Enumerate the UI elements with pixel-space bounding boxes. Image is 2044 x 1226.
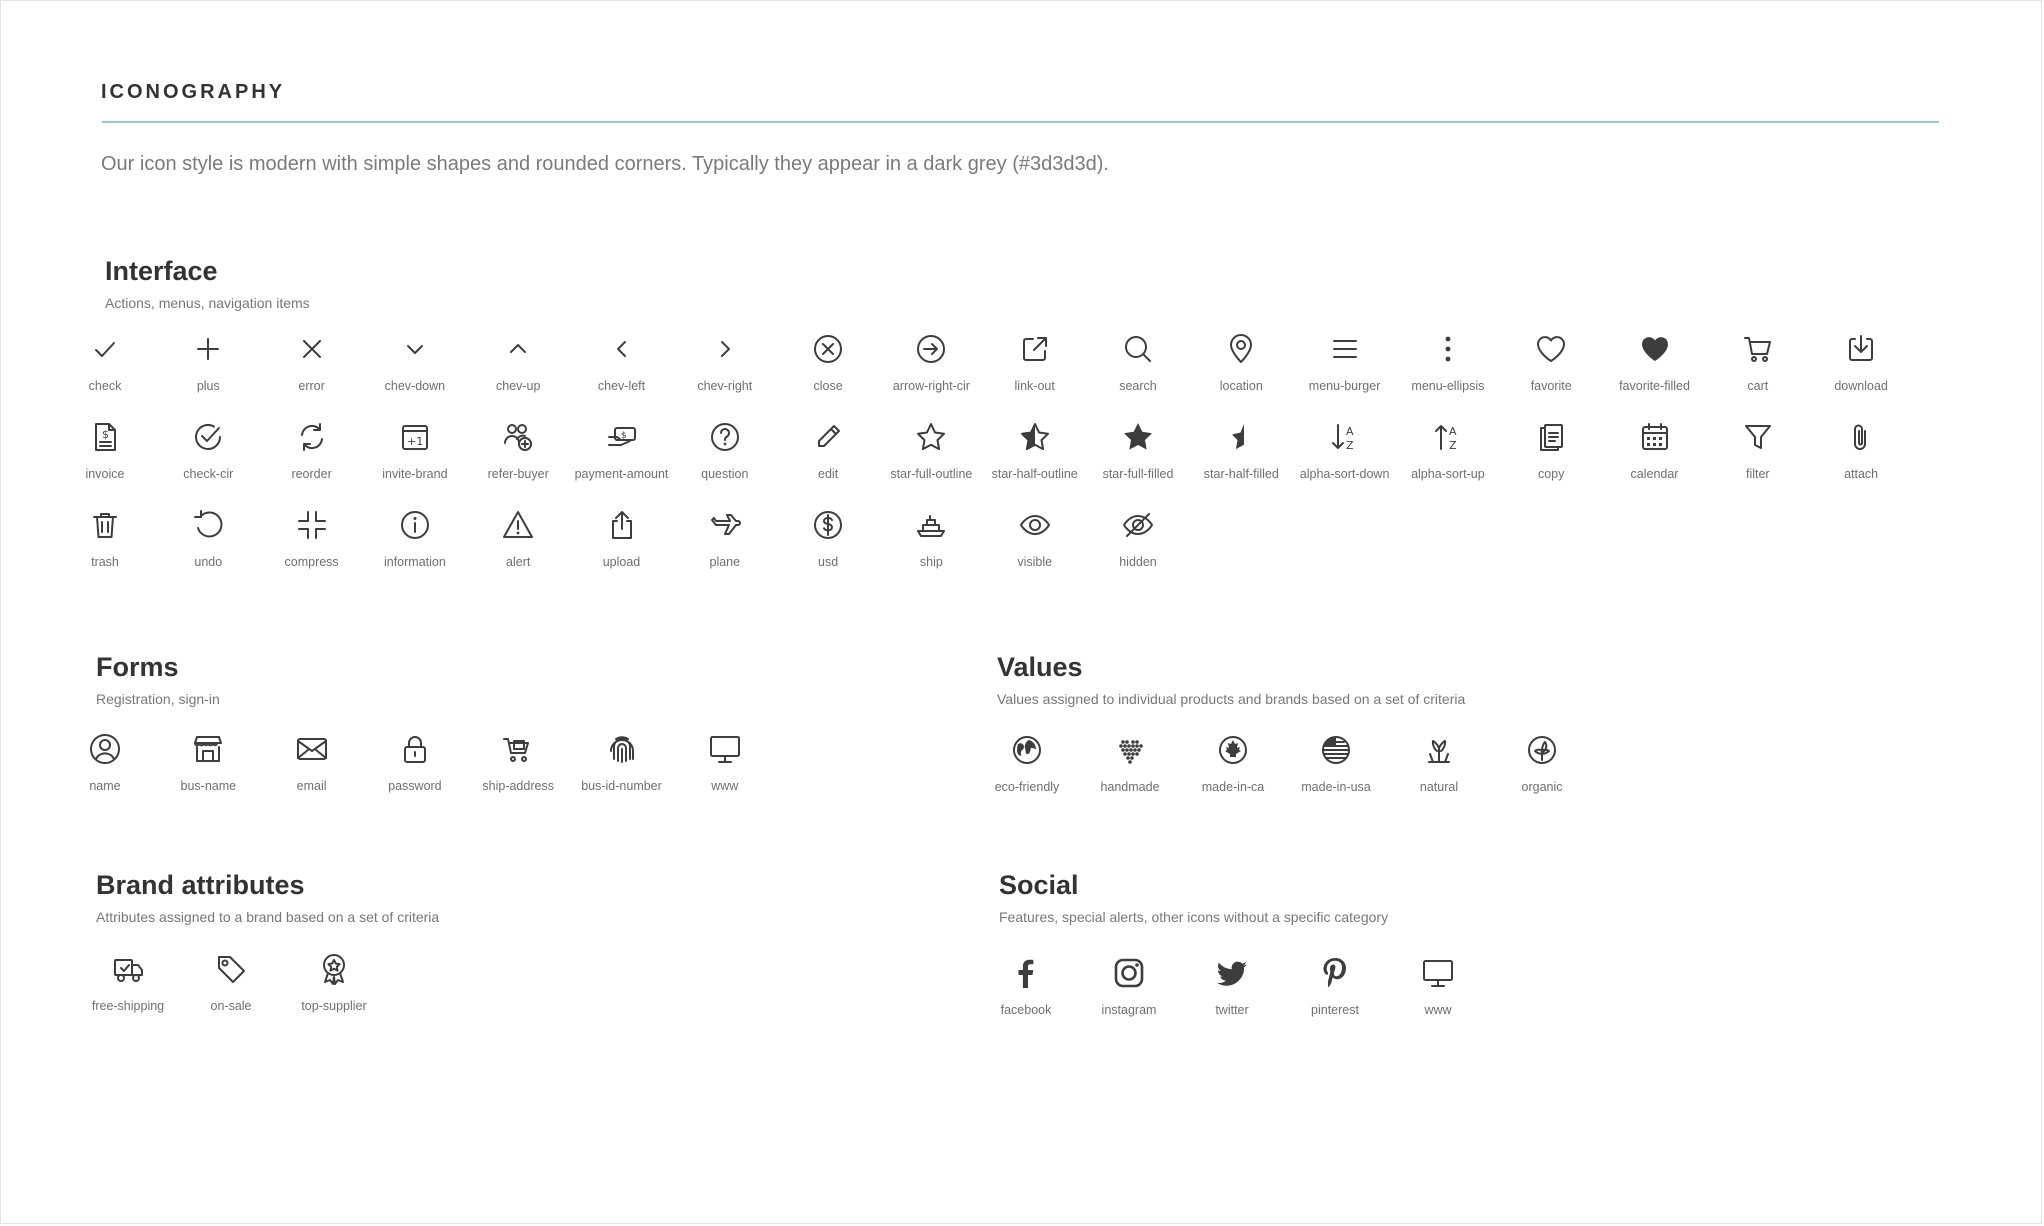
undo-icon: [190, 507, 226, 543]
icon-tile-on-sale: [179, 951, 283, 1029]
icon-tile-link-out: [983, 331, 1087, 409]
icon-label: invoice: [85, 467, 125, 481]
icon-label: trash: [91, 555, 119, 569]
icon-label: star-half-filled: [1203, 467, 1279, 481]
icon-label: alpha-sort-down: [1299, 467, 1390, 481]
download-icon: [1843, 331, 1879, 367]
social-section: [999, 869, 1452, 1017]
handmade-icon: [1112, 732, 1148, 768]
interface-section: [85, 255, 1888, 569]
check-cir-icon: [190, 419, 226, 455]
icon-tile-ship: [879, 507, 983, 585]
icon-label: ship: [919, 555, 943, 569]
icon-tile-edit: [776, 419, 880, 497]
menu-burger-icon: [1327, 331, 1363, 367]
icon-label: link-out: [1014, 379, 1055, 393]
icon-tile-star-full-outline: [879, 419, 983, 497]
name-icon: [87, 731, 123, 767]
link-out-icon: [1017, 331, 1053, 367]
icon-label: favorite-filled: [1619, 379, 1690, 393]
icon-label: location: [1219, 379, 1263, 393]
calendar-icon: [1637, 419, 1673, 455]
twitter-icon: [1214, 955, 1250, 991]
icon-tile-www: [673, 731, 777, 809]
icon-label: question: [701, 467, 749, 481]
icon-tile-download: [1809, 331, 1913, 409]
bus-id-number-icon: [604, 731, 640, 767]
check-icon: [87, 331, 123, 367]
icon-label: search: [1119, 379, 1157, 393]
icon-tile-email: [260, 731, 364, 809]
password-icon: [397, 731, 433, 767]
chev-up-icon: [500, 331, 536, 367]
visible-icon: [1017, 507, 1053, 543]
values-title: Values: [997, 652, 1083, 682]
icon-label: free-shipping: [91, 999, 165, 1013]
icon-label: www: [1424, 1003, 1452, 1017]
bus-name-icon: [190, 731, 226, 767]
icon-tile-organic: [1490, 732, 1594, 810]
made-in-usa-icon: [1318, 732, 1354, 768]
favorite-icon: [1533, 331, 1569, 367]
made-in-ca-icon: [1215, 732, 1251, 768]
icon-label: www: [711, 779, 739, 793]
icon-tile-top-supplier: [282, 951, 386, 1029]
icon-label: close: [813, 379, 843, 393]
icon-label: check-cir: [183, 467, 234, 481]
icon-label: chev-down: [384, 379, 446, 393]
trash-icon: [87, 507, 123, 543]
icon-label: made-in-usa: [1301, 780, 1371, 794]
pinterest-icon: [1317, 955, 1353, 991]
icon-tile-chev-right: [673, 331, 777, 409]
icon-tile-filter: [1706, 419, 1810, 497]
icon-tile-plane: [673, 507, 777, 585]
icon-label: reorder: [291, 467, 332, 481]
intro-text: Our icon style is modern with simple shapes and rounded corners. Typically they appear in a dark grey (#3d3d3d).: [101, 153, 1109, 175]
icon-label: edit: [818, 467, 839, 481]
icon-tile-undo: [156, 507, 260, 585]
icon-tile-reorder: [260, 419, 364, 497]
icon-label: menu-burger: [1308, 379, 1381, 393]
facebook-icon: [1008, 955, 1044, 991]
icon-tile-chev-down: [363, 331, 467, 409]
icon-label: arrow-right-cir: [892, 379, 970, 393]
payment-amount-icon: [604, 419, 640, 455]
www-icon: [707, 731, 743, 767]
brand-attributes-subtitle: Attributes assigned to a brand based on a set of criteria: [96, 909, 440, 925]
icon-tile-close: [776, 331, 880, 409]
icon-tile-favorite-filled: [1603, 331, 1707, 409]
icon-tile-www: [1386, 955, 1490, 1033]
icon-label: usd: [818, 555, 839, 569]
svg-text:$: $: [620, 431, 627, 441]
icon-tile-copy: [1499, 419, 1603, 497]
icon-label: hidden: [1119, 555, 1157, 569]
top-supplier-icon: [316, 951, 352, 987]
icon-label: chev-right: [697, 379, 753, 393]
icon-label: bus-id-number: [581, 779, 662, 793]
close-icon: [810, 331, 846, 367]
star-full-filled-icon: [1120, 419, 1156, 455]
values-subtitle: Values assigned to individual products and brands based on a set of criteria: [997, 691, 1466, 707]
ship-icon: [913, 507, 949, 543]
svg-text:Z: Z: [1448, 439, 1457, 452]
icon-tile-compress: [260, 507, 364, 585]
icon-label: alert: [506, 555, 531, 569]
favorite-filled-icon: [1637, 331, 1673, 367]
icon-tile-usd: [776, 507, 880, 585]
organic-icon: [1524, 732, 1560, 768]
icon-label: invite-brand: [382, 467, 448, 481]
brand-attributes-title: Brand attributes: [96, 870, 305, 900]
icon-tile-calendar: [1603, 419, 1707, 497]
icon-label: password: [388, 779, 442, 793]
error-icon: [294, 331, 330, 367]
icon-tile-bus-name: [156, 731, 260, 809]
icon-label: alpha-sort-up: [1411, 467, 1485, 481]
values-section: [994, 651, 1563, 794]
eco-friendly-icon: [1009, 732, 1045, 768]
icon-label: handmade: [1100, 780, 1160, 794]
icon-label: visible: [1017, 555, 1053, 569]
chev-left-icon: [604, 331, 640, 367]
ship-address-icon: [500, 731, 536, 767]
icon-label: natural: [1419, 780, 1459, 794]
icon-label: payment-amount: [574, 467, 669, 481]
icon-label: twitter: [1215, 1003, 1249, 1017]
icon-tile-menu-ellipsis: [1396, 331, 1500, 409]
icon-tile-alpha-sort-down: [1293, 419, 1397, 497]
icon-tile-alpha-sort-up: [1396, 419, 1500, 497]
svg-text:+1: +1: [406, 435, 424, 448]
www-icon: [1420, 955, 1456, 991]
star-half-outline-icon: [1017, 419, 1053, 455]
star-full-outline-icon: [913, 419, 949, 455]
icon-label: ship-address: [482, 779, 554, 793]
question-icon: [707, 419, 743, 455]
page-title: ICONOGRAPHY: [101, 81, 286, 103]
icon-tile-chev-left: [570, 331, 674, 409]
icon-label: upload: [602, 555, 641, 569]
icon-label: bus-name: [180, 779, 237, 793]
upload-icon: [604, 507, 640, 543]
alpha-sort-up-icon: [1430, 419, 1466, 455]
icon-label: pinterest: [1311, 1003, 1359, 1017]
refer-buyer-icon: [500, 419, 536, 455]
icon-label: attach: [1844, 467, 1879, 481]
location-icon: [1223, 331, 1259, 367]
icon-tile-refer-buyer: [466, 419, 570, 497]
chev-down-icon: [397, 331, 433, 367]
social-title: Social: [999, 870, 1079, 900]
icon-label: copy: [1537, 467, 1565, 481]
star-half-filled-icon: [1223, 419, 1259, 455]
icon-tile-upload: [570, 507, 674, 585]
svg-text:A: A: [1345, 425, 1354, 438]
icon-tile-information: [363, 507, 467, 585]
svg-text:$: $: [102, 428, 109, 441]
icon-tile-star-half-outline: [983, 419, 1087, 497]
icon-tile-check-cir: [156, 419, 260, 497]
icon-tile-bus-id-number: [570, 731, 674, 809]
usd-icon: [810, 507, 846, 543]
menu-ellipsis-icon: [1430, 331, 1466, 367]
icon-tile-eco-friendly: [975, 732, 1079, 810]
icon-label: check: [88, 379, 122, 393]
alert-icon: [500, 507, 536, 543]
icon-label: favorite: [1530, 379, 1572, 393]
alpha-sort-down-icon: [1327, 419, 1363, 455]
icon-label: top-supplier: [301, 999, 367, 1013]
icon-label: eco-friendly: [994, 780, 1060, 794]
icon-tile-chev-up: [466, 331, 570, 409]
compress-icon: [294, 507, 330, 543]
icon-label: star-full-filled: [1102, 467, 1174, 481]
icon-tile-check: [53, 331, 157, 409]
chev-right-icon: [707, 331, 743, 367]
icon-tile-made-in-usa: [1284, 732, 1388, 810]
icon-tile-cart: [1706, 331, 1810, 409]
title-divider: [102, 121, 1939, 123]
icon-label: chev-left: [597, 379, 646, 393]
icon-label: made-in-ca: [1201, 780, 1265, 794]
icon-label: error: [298, 379, 325, 393]
forms-subtitle: Registration, sign-in: [96, 691, 220, 707]
icon-tile-natural: [1387, 732, 1491, 810]
icon-label: email: [296, 779, 327, 793]
plane-icon: [707, 507, 743, 543]
icon-tile-invoice: [53, 419, 157, 497]
icon-label: information: [383, 555, 446, 569]
icon-tile-location: [1189, 331, 1293, 409]
icon-label: filter: [1745, 467, 1770, 481]
icon-tile-trash: [53, 507, 157, 585]
email-icon: [294, 731, 330, 767]
invoice-icon: [87, 419, 123, 455]
icon-label: star-half-outline: [991, 467, 1078, 481]
icon-tile-question: [673, 419, 777, 497]
copy-icon: [1533, 419, 1569, 455]
icon-label: plus: [196, 379, 220, 393]
icon-label: name: [89, 779, 121, 793]
icon-label: star-full-outline: [890, 467, 973, 481]
icon-label: download: [1834, 379, 1888, 393]
hidden-icon: [1120, 507, 1156, 543]
arrow-right-cir-icon: [913, 331, 949, 367]
forms-section: [89, 651, 739, 793]
icon-tile-search: [1086, 331, 1190, 409]
icon-tile-hidden: [1086, 507, 1190, 585]
natural-icon: [1421, 732, 1457, 768]
icon-label: calendar: [1630, 467, 1679, 481]
social-subtitle: Features, special alerts, other icons without a specific category: [999, 909, 1389, 925]
interface-subtitle: Actions, menus, navigation items: [105, 295, 310, 311]
icon-tile-password: [363, 731, 467, 809]
edit-icon: [810, 419, 846, 455]
svg-text:Z: Z: [1345, 439, 1354, 452]
brand-attributes-section: [91, 869, 440, 1013]
icon-tile-made-in-ca: [1181, 732, 1285, 810]
on-sale-icon: [213, 951, 249, 987]
free-shipping-icon: [110, 951, 146, 987]
icon-label: facebook: [1000, 1003, 1052, 1017]
search-icon: [1120, 331, 1156, 367]
reorder-icon: [294, 419, 330, 455]
instagram-icon: [1111, 955, 1147, 991]
icon-label: chev-up: [495, 379, 541, 393]
icon-tile-arrow-right-cir: [879, 331, 983, 409]
icon-tile-pinterest: [1283, 955, 1387, 1033]
forms-title: Forms: [96, 652, 179, 682]
icon-tile-free-shipping: [76, 951, 180, 1029]
information-icon: [397, 507, 433, 543]
icon-label: menu-ellipsis: [1411, 379, 1485, 393]
icon-tile-visible: [983, 507, 1087, 585]
icon-label: undo: [194, 555, 223, 569]
icon-tile-payment-amount: [570, 419, 674, 497]
cart-icon: [1740, 331, 1776, 367]
icon-tile-invite-brand: [363, 419, 467, 497]
icon-label: plane: [709, 555, 741, 569]
icon-tile-alert: [466, 507, 570, 585]
interface-title: Interface: [105, 256, 218, 286]
icon-label: cart: [1747, 379, 1769, 393]
icon-tile-star-half-filled: [1189, 419, 1293, 497]
icon-tile-favorite: [1499, 331, 1603, 409]
svg-text:A: A: [1448, 425, 1457, 438]
icon-tile-facebook: [974, 955, 1078, 1033]
icon-tile-star-full-filled: [1086, 419, 1190, 497]
icon-label: on-sale: [210, 999, 252, 1013]
icon-tile-menu-burger: [1293, 331, 1397, 409]
invite-brand-icon: [397, 419, 433, 455]
icon-label: compress: [284, 555, 339, 569]
icon-label: instagram: [1101, 1003, 1157, 1017]
icon-tile-twitter: [1180, 955, 1284, 1033]
icon-tile-attach: [1809, 419, 1913, 497]
icon-tile-ship-address: [466, 731, 570, 809]
filter-icon: [1740, 419, 1776, 455]
plus-icon: [190, 331, 226, 367]
icon-tile-instagram: [1077, 955, 1181, 1033]
icon-label: organic: [1521, 780, 1563, 794]
icon-tile-plus: [156, 331, 260, 409]
icon-tile-name: [53, 731, 157, 809]
icon-tile-error: [260, 331, 364, 409]
icon-label: refer-buyer: [487, 467, 549, 481]
attach-icon: [1843, 419, 1879, 455]
icon-tile-handmade: [1078, 732, 1182, 810]
